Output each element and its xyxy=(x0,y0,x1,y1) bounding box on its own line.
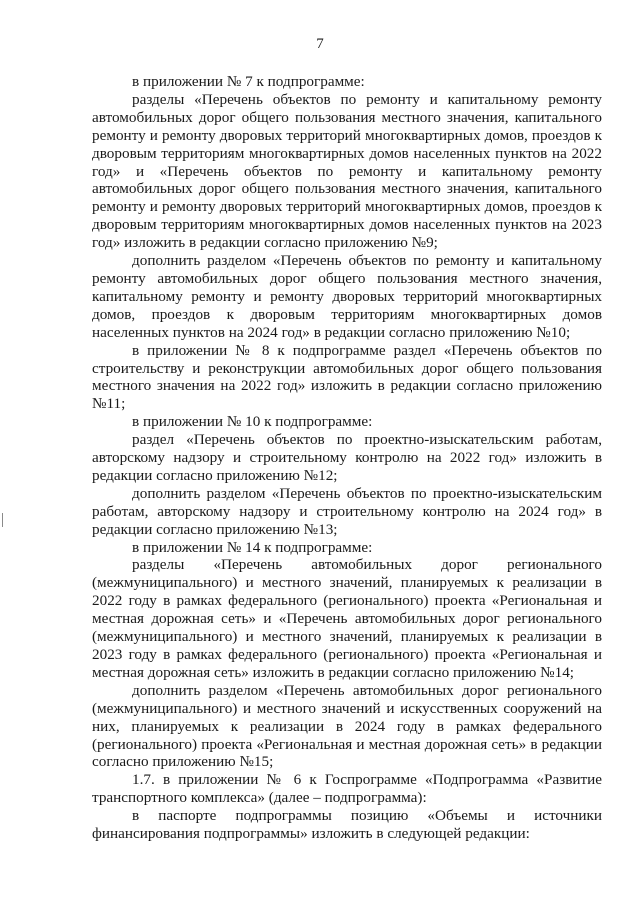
paragraph-appendix-10-intro: в приложении № 10 к подпрограмме: xyxy=(132,413,373,431)
scan-margin-mark xyxy=(2,513,3,527)
paragraph-appendix-14-intro: в приложении № 14 к подпрограмме: xyxy=(132,538,373,556)
paragraph-section-2022-design: раздел «Перечень объектов по проектно-изыскательским работам, авторскому надзору и строительному контролю на 2022 год» изложить в редакции согласно приложению №12; xyxy=(92,431,602,484)
paragraph-add-section-2024-repair: дополнить разделом «Перечень объектов по ремонту и капитальному ремонту автомобильных дорог общего пользования местного значения, капитальному ремонту и ремонту дворовых территорий многоквартирных домов, проездов к дворовым территориям многоквартирных домов населенных пунктов на 2024 год» в редакции согласно приложению №10; xyxy=(92,252,602,341)
paragraph-appendix-8-construction: в приложении № 8 к подпрограмме раздел «Перечень объектов по строительству и реконструкции автомобильных дорог общего пользования местного значения на 2022 год» изложить в редакции согласно приложению №11; xyxy=(92,341,602,413)
paragraph-add-section-2024-design: дополнить разделом «Перечень объектов по проектно-изыскательским работам, авторскому надзору и строительному контролю на 2024 год» в редакции согласно приложению №13; xyxy=(92,484,602,538)
paragraph-item-1-7: 1.7. в приложении № 6 к Госпрограмме «Подпрограмма «Развитие транспортного комплекса» (далее – подпрограмма): xyxy=(92,771,602,807)
paragraph-appendix-7-intro: в приложении № 7 к подпрограмме: xyxy=(132,73,365,90)
page-number: 7 xyxy=(316,36,324,52)
paragraph-add-section-2024-roads: дополнить разделом «Перечень автомобильных дорог регионального (межмуниципального) и местного значений и искусственных сооружений на них, планируемых к реализации в 2024 году в рамках федерального (регионального) проекта «Региональная и местная дорожная сеть» в редакции согласно приложению №15; xyxy=(92,681,602,771)
paragraph-passport-position: в паспорте подпрограммы позицию «Объемы и источники финансирования подпрограммы» изложить в следующей редакции: xyxy=(92,807,602,843)
paragraph-sections-2022-2023-repair: разделы «Перечень объектов по ремонту и капитальному ремонту автомобильных дорог общего пользования местного значения, капитального ремонту и ремонту дворовых территорий многоквартирных домов, проездов к дворовым территориям многоквартирных домов населенных пунктов на 2022 год» и «Перечень объектов по ремонту и капитальному ремонту автомобильных дорог общего пользования местного значения, капитального ремонту и ремонту дворовых территорий многоквартирных домов, проездов к дворовым территориям многоквартирных домов населенных пунктов на 2023 год» изложить в редакции согласно приложению №9; xyxy=(92,90,602,252)
document-body xyxy=(92,73,602,843)
paragraph-sections-2022-2023-roads: разделы «Перечень автомобильных дорог регионального (межмуниципального) и местного значений, планируемых к реализации в 2022 году в рамках федерального (регионального) проекта «Региональная и местная дорожная сеть» и «Перечень автомобильных дорог регионального (межмуниципального) и местного значений, планируемых к реализации в 2023 году в рамках федерального (регионального) проекта «Региональная и местная дорожная сеть» изложить в редакции согласно приложению №14; xyxy=(92,556,602,681)
